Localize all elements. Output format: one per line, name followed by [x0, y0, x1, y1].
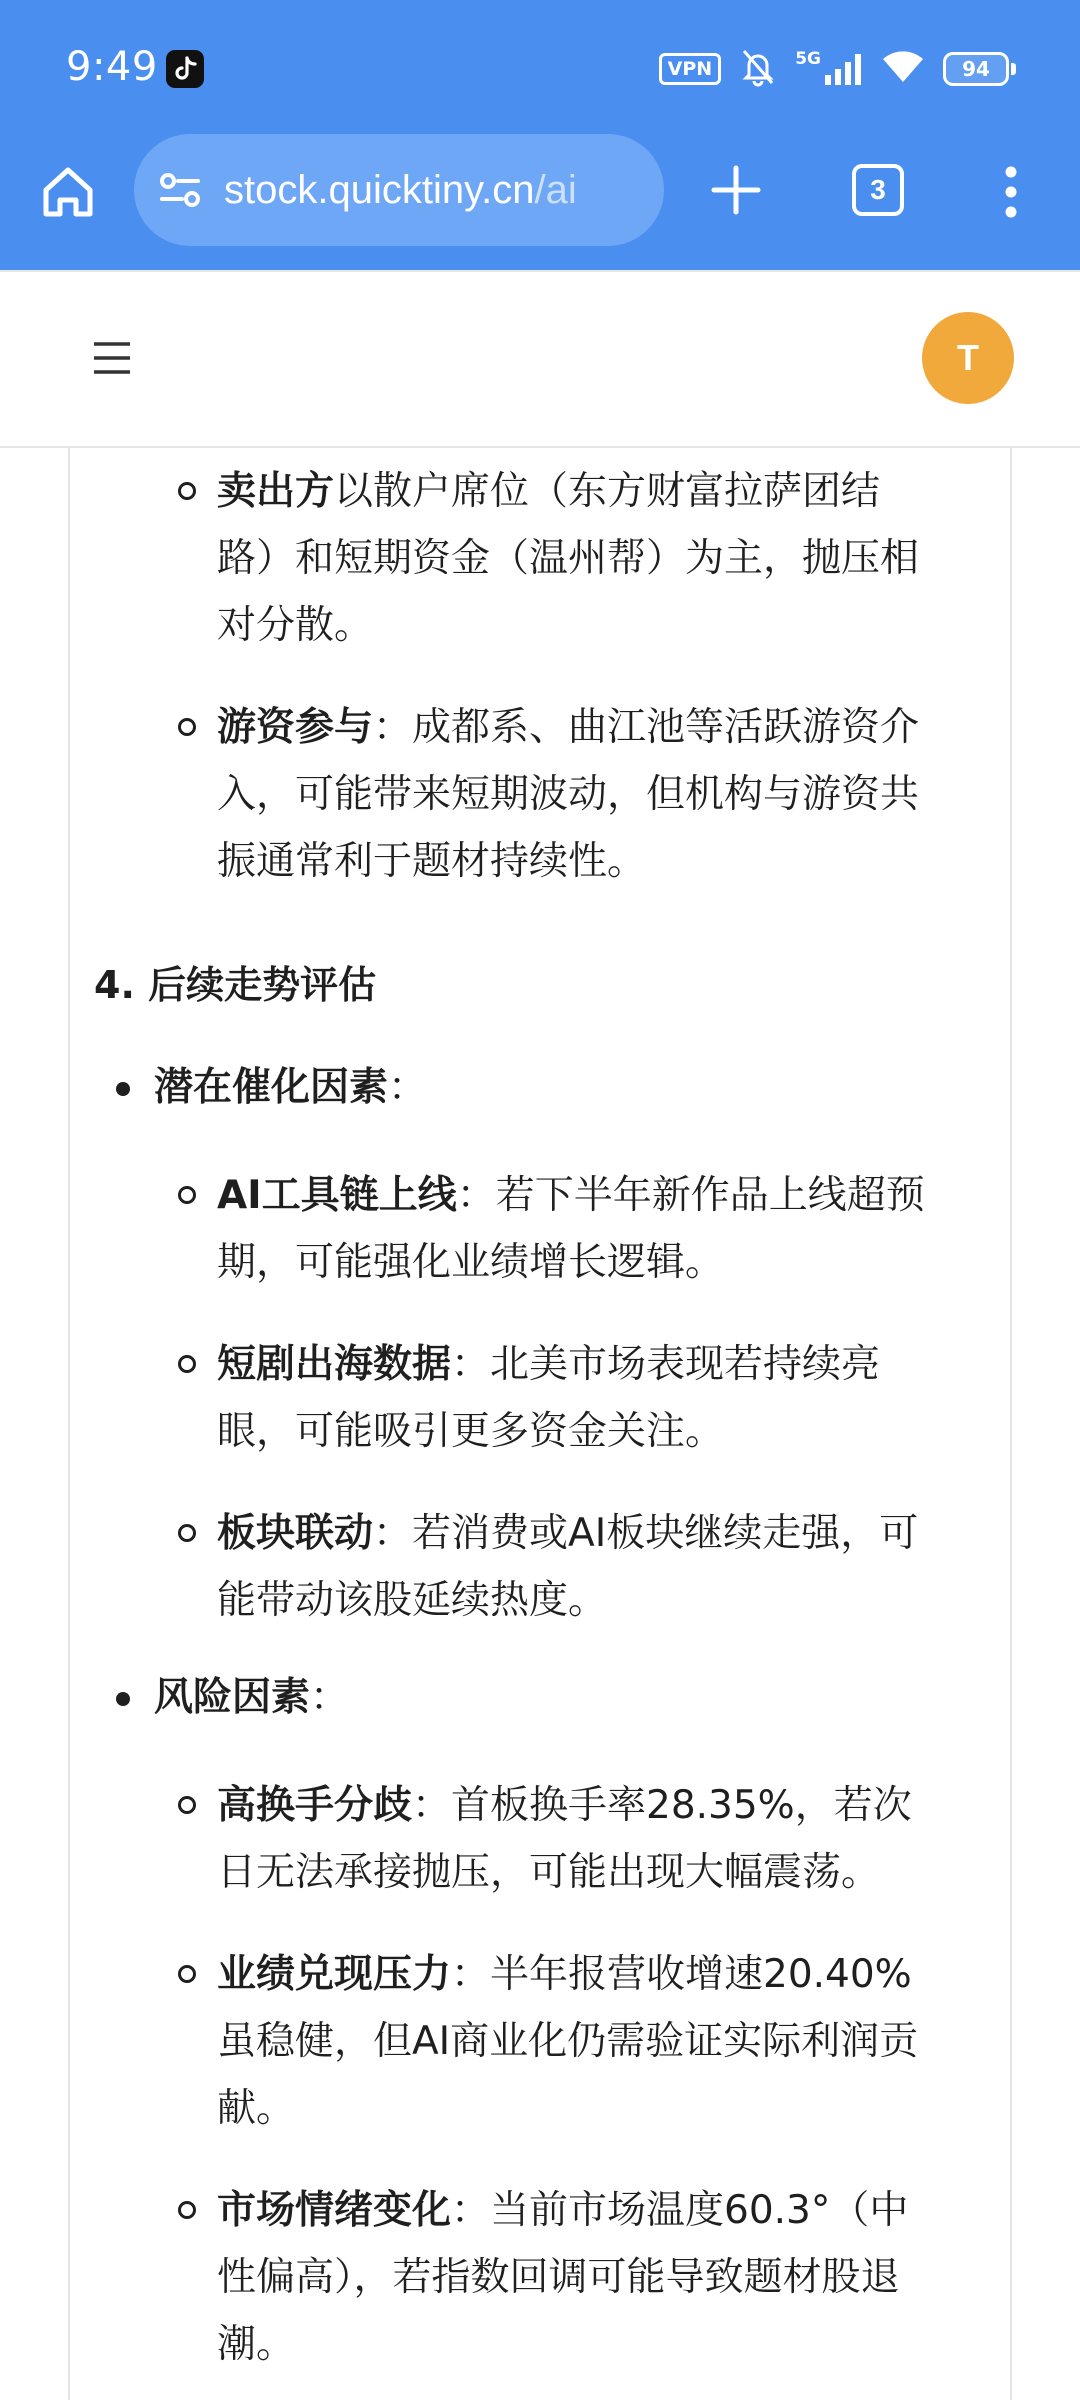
tab-switcher-button[interactable]: 3 — [852, 164, 904, 216]
hot-money-item — [217, 694, 919, 761]
disc-bullet — [116, 1082, 130, 1096]
risks-colon: ： — [310, 1675, 350, 1720]
risk-label: 市场情绪变化 — [217, 2188, 452, 2233]
hamburger-menu-icon[interactable] — [92, 338, 132, 378]
catalyst-item — [217, 1331, 880, 1398]
circle-bullet — [178, 1355, 196, 1373]
seller-label: 卖出方 — [217, 469, 335, 514]
address-bar[interactable] — [134, 134, 664, 246]
url-domain: stock.quicktiny.cn — [224, 167, 535, 212]
risk-line-2: 日无法承接抛压，可能出现大幅震荡。 — [217, 1850, 881, 1895]
section-4-heading: 4. 后续走势评估 — [94, 963, 377, 1007]
tiktok-notification-icon — [166, 50, 204, 88]
catalysts-colon: ： — [388, 1065, 428, 1110]
catalysts-title: 潜在催化因素 — [154, 1065, 389, 1110]
site-settings-icon[interactable] — [156, 166, 204, 214]
risk-line-2: 性偏高），若指数回调可能导致题材股退 — [217, 2255, 900, 2300]
risk-label: 业绩兑现压力 — [217, 1952, 452, 1997]
risk-item — [217, 1941, 912, 2008]
circle-bullet — [178, 482, 196, 500]
catalyst-item — [217, 1500, 918, 1567]
risk-item — [217, 1772, 912, 1839]
browser-toolbar — [0, 130, 1080, 270]
catalyst-line-2: 能带动该股延续热度。 — [217, 1578, 608, 1623]
vpn-icon: VPN — [659, 53, 722, 85]
seller-line-3: 对分散。 — [217, 603, 374, 648]
wifi-icon — [881, 49, 925, 89]
catalyst-line-1: ：北美市场表现若持续亮 — [451, 1342, 881, 1387]
seller-line-2: 路）和短期资金（温州帮）为主，抛压相 — [217, 536, 920, 581]
seller-line-1: 以散户席位（东方财富拉萨团结 — [334, 469, 881, 514]
cellular-signal-icon — [795, 51, 863, 87]
circle-bullet — [178, 1796, 196, 1814]
catalyst-line-2: 期，可能强化业绩增长逻辑。 — [217, 1240, 725, 1285]
circle-bullet — [178, 1524, 196, 1542]
catalyst-line-1: ：若下半年新作品上线超预 — [456, 1173, 925, 1218]
catalyst-line-1: ：若消费或AI板块继续走强，可 — [373, 1511, 919, 1556]
circle-bullet — [178, 1965, 196, 1983]
catalyst-item — [217, 1162, 925, 1229]
status-bar — [0, 0, 1080, 130]
status-time: 9:49 — [66, 44, 158, 90]
disc-bullet — [116, 1692, 130, 1706]
hot-money-label: 游资参与 — [217, 705, 374, 750]
risks-heading — [154, 1664, 349, 1731]
risk-label: 高换手分歧 — [217, 1783, 413, 1828]
user-avatar[interactable]: T — [922, 312, 1014, 404]
seller-item — [217, 458, 880, 525]
url-path: /ai — [534, 167, 577, 212]
battery-icon — [943, 52, 1016, 86]
home-icon[interactable] — [36, 160, 100, 224]
new-tab-plus-icon[interactable] — [706, 160, 766, 220]
catalyst-label: 板块联动 — [217, 1511, 374, 1556]
analysis-content — [68, 448, 1012, 2400]
network-type-label: 5G — [795, 49, 821, 69]
risk-item — [217, 2177, 908, 2244]
risk-line-3: 献。 — [217, 2086, 296, 2131]
catalyst-label: AI工具链上线 — [217, 1173, 457, 1218]
risk-line-1: ：半年报营收增速20.40% — [451, 1952, 912, 1997]
mute-bell-icon — [739, 47, 777, 91]
hot-money-line-2: 入，可能带来短期波动，但机构与游资共 — [217, 772, 920, 817]
hot-money-line-1: ：成都系、曲江池等活跃游资介 — [373, 705, 920, 750]
risk-line-1: ：首板换手率28.35%，若次 — [412, 1783, 912, 1828]
site-header — [0, 270, 1080, 448]
catalyst-line-2: 眼，可能吸引更多资金关注。 — [217, 1409, 725, 1454]
circle-bullet — [178, 2201, 196, 2219]
circle-bullet — [178, 718, 196, 736]
more-menu-icon[interactable] — [996, 160, 1026, 224]
risk-line-1: ：当前市场温度60.3°（中 — [451, 2188, 909, 2233]
risk-line-2: 虽稳健，但AI商业化仍需验证实际利润贡 — [217, 2019, 919, 2064]
risk-line-3: 潮。 — [217, 2322, 296, 2367]
catalysts-heading — [154, 1054, 427, 1121]
hot-money-line-3: 振通常利于题材持续性。 — [217, 839, 647, 884]
circle-bullet — [178, 1186, 196, 1204]
risks-title: 风险因素 — [154, 1675, 311, 1720]
catalyst-label: 短剧出海数据 — [217, 1342, 452, 1387]
battery-level: 94 — [943, 52, 1009, 86]
url-text[interactable] — [224, 168, 577, 213]
